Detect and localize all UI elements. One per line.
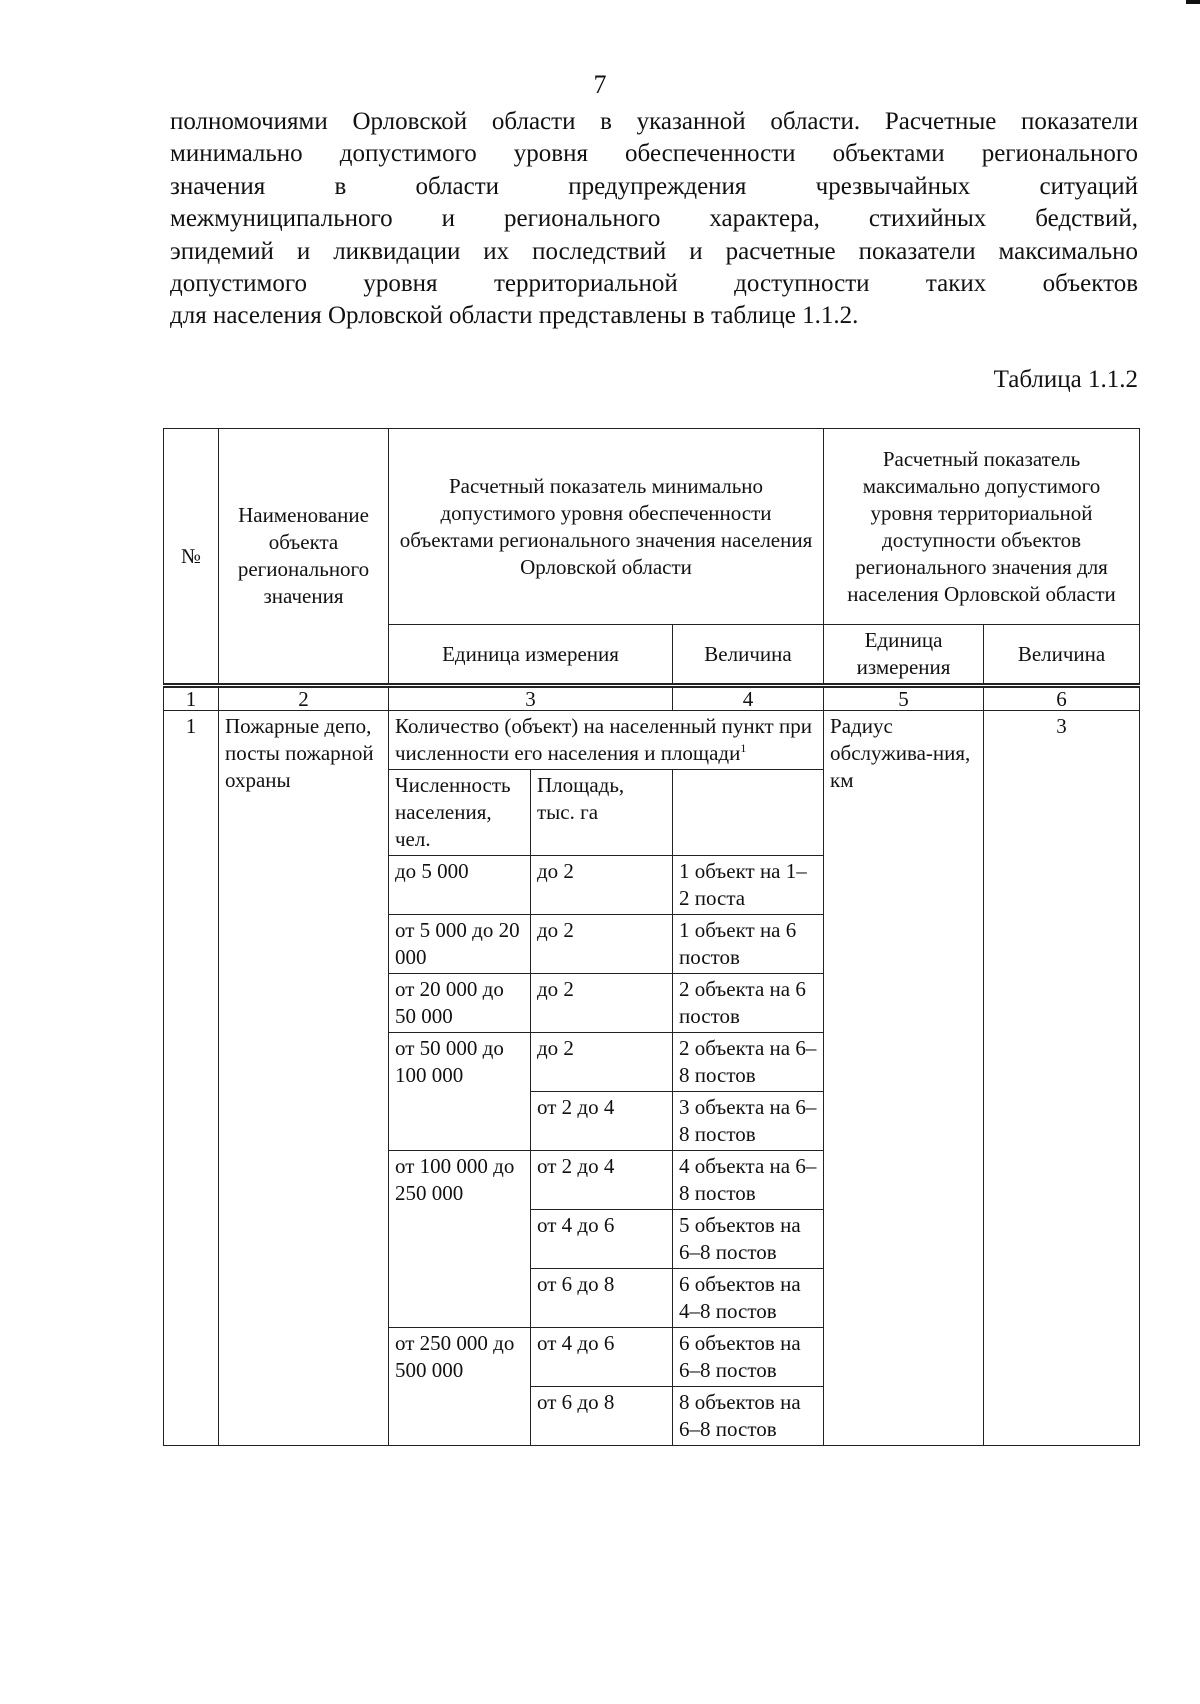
paragraph-line: эпидемий и ликвидации их последствий и расчетные показатели максимально xyxy=(170,237,1138,265)
value-cell: 1 объект на 6 постов xyxy=(673,915,824,974)
sub-header-value xyxy=(673,770,824,856)
scan-corner-mark xyxy=(1186,0,1200,4)
sub-header-area: Площадь, тыс. га xyxy=(531,770,673,856)
area-cell: до 2 xyxy=(531,974,673,1033)
table-wrapper xyxy=(163,428,1140,1446)
row-max-unit: Радиус обслужива-ния, км xyxy=(824,711,984,1446)
header-max-indicator: Расчетный показатель максимально допустимого уровня территориальной доступности объектов регионального значения для населения Орловской области xyxy=(824,429,1140,625)
value-cell: 6 объектов на 6–8 постов xyxy=(673,1328,824,1387)
paragraph-line: значения в области предупреждения чрезвычайных ситуаций xyxy=(170,172,1138,200)
population-cell: до 5 000 xyxy=(389,856,531,915)
value-cell: 1 объект на 1–2 поста xyxy=(673,856,824,915)
row-num: 1 xyxy=(164,711,219,1446)
area-cell: от 6 до 8 xyxy=(531,1387,673,1446)
value-cell: 2 объекта на 6–8 постов xyxy=(673,1033,824,1092)
row-min-unit xyxy=(389,711,824,770)
row-max-value: 3 xyxy=(984,711,1140,1446)
area-cell: от 2 до 4 xyxy=(531,1151,673,1210)
header-min-value: Величина xyxy=(673,625,824,686)
column-number-row xyxy=(164,686,1140,711)
table-row xyxy=(164,711,1140,770)
population-cell: от 20 000 до 50 000 xyxy=(389,974,531,1033)
header-row xyxy=(164,429,1140,625)
column-number: 1 xyxy=(164,686,219,711)
area-cell: от 4 до 6 xyxy=(531,1210,673,1269)
value-cell: 3 объекта на 6–8 постов xyxy=(673,1092,824,1151)
paragraph-line: межмуниципального и регионального характера, стихийных бедствий, xyxy=(170,205,1138,233)
column-number: 6 xyxy=(984,686,1140,711)
header-max-value: Величина xyxy=(984,625,1140,686)
header-min-indicator: Расчетный показатель минимально допустимого уровня обеспеченности объектами регионального значения населения Орловской области xyxy=(389,429,824,625)
paragraph-line: допустимого уровня территориальной доступности таких объектов xyxy=(170,270,1138,298)
column-number: 2 xyxy=(219,686,389,711)
paragraph-line: полномочиями Орловской области в указанной области. Расчетные показатели xyxy=(170,108,1138,135)
header-min-unit: Единица измерения xyxy=(389,625,673,686)
paragraph-line: минимально допустимого уровня обеспеченности объектами регионального xyxy=(170,140,1138,168)
table-caption: Таблица 1.1.2 xyxy=(993,366,1138,393)
population-cell: от 250 000 до 500 000 xyxy=(389,1328,531,1446)
row-min-unit-text: Количество (объект) на населенный пункт при численности его населения и площади xyxy=(395,714,812,765)
area-cell: от 6 до 8 xyxy=(531,1269,673,1328)
area-cell: до 2 xyxy=(531,856,673,915)
footnote-mark: 1 xyxy=(740,741,747,755)
column-number: 4 xyxy=(673,686,824,711)
area-cell: до 2 xyxy=(531,915,673,974)
column-number: 3 xyxy=(389,686,673,711)
header-object-name: Наименование объекта регионального значения xyxy=(219,429,389,686)
body-paragraph xyxy=(170,106,1138,333)
value-cell: 6 объектов на 4–8 постов xyxy=(673,1269,824,1328)
header-num: № xyxy=(164,429,219,686)
value-cell: 4 объекта на 6–8 постов xyxy=(673,1151,824,1210)
indicators-table xyxy=(163,428,1140,1446)
sub-header-population: Численность населения, чел. xyxy=(389,770,531,856)
value-cell: 8 объектов на 6–8 постов xyxy=(673,1387,824,1446)
area-cell: от 4 до 6 xyxy=(531,1328,673,1387)
value-cell: 5 объектов на 6–8 постов xyxy=(673,1210,824,1269)
area-cell: до 2 xyxy=(531,1033,673,1092)
population-cell: от 5 000 до 20 000 xyxy=(389,915,531,974)
value-cell: 2 объекта на 6 постов xyxy=(673,974,824,1033)
population-cell: от 50 000 до 100 000 xyxy=(389,1033,531,1151)
area-cell: от 2 до 4 xyxy=(531,1092,673,1151)
header-max-unit: Единица измерения xyxy=(824,625,984,686)
population-cell: от 100 000 до 250 000 xyxy=(389,1151,531,1328)
page-number: 7 xyxy=(593,70,607,99)
paragraph-line: для населения Орловской области представлены в таблице 1.1.2. xyxy=(170,302,859,330)
row-object-name: Пожарные депо, посты пожарной охраны xyxy=(219,711,389,1446)
column-number: 5 xyxy=(824,686,984,711)
